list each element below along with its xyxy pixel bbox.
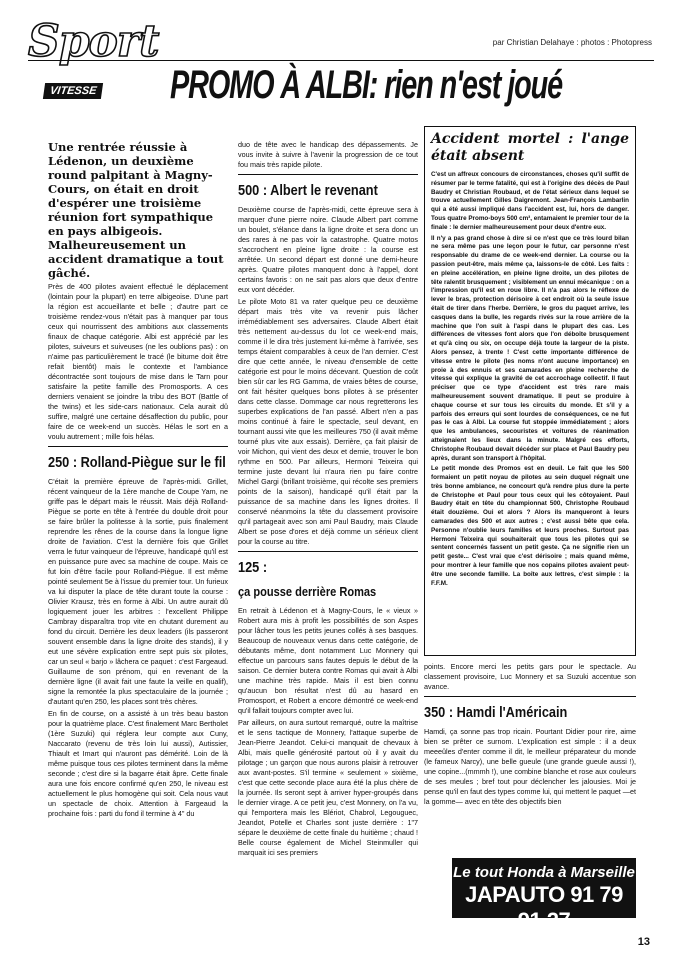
- sidebar-text: [431, 171, 629, 588]
- section-divider: [424, 696, 636, 697]
- ad-line-2: JAPAUTO 91 79 91 27: [465, 882, 623, 933]
- advertisement: [452, 858, 636, 933]
- page-title: PROMO À ALBI: rien n'est joué: [170, 63, 563, 107]
- paragraph: C'est un affreux concours de circonstances, choses qu'il suffit de résumer par le terme fatalité, qui est à l'origine des décès de Paul Baudry et Christian Roubaud, et de l'état sérieux dans lequel se trouve actuellement Gilles Daigremont. Jean-François Lambarlin qui a été aussi impliqué dans l'accident est, lui, hors de danger. Tous quatre Promo-boys 500 cm³, entamaient le premier tour de la finale : le dernier malheureusement pour deux d'entre eux.: [431, 171, 629, 231]
- section-divider: [238, 551, 418, 552]
- section-heading-350: 350 : Hamdi l'Américain: [424, 704, 568, 721]
- column-2: [238, 140, 418, 860]
- paragraph: Hamdi, ça sonne pas trop ricain. Pourtant Didier pour rire, aime bien se prêter ce surnom. L'explication est simple : il a deux meeeûles d'enter comme il dit, le meilleur préparateur du monde (le fameux Narcy), une belle gueule (une grande gueule aussi !), une copine...(mmmh !), une combine blanche et rose aux couleurs de ses meules ; bref tout pour déclencher les jalousies. Moi je pense qu'il en faut des types comme lui, qui mettent le paquet —et la gomme— avec en tête des objectifs bien: [424, 727, 636, 806]
- section-heading-500: 500 : Albert le revenant: [238, 182, 378, 199]
- paragraph: duo de tête avec le handicap des dépassements. Je vous invite à suivre à l'avenir la progression de ce tout fou mais très rapide pilote.: [238, 140, 418, 169]
- paragraph: points. Encore merci les petits gars pour le spectacle. Au classement provisoire, Luc Monnery et sa Suzuki accentue son avance.: [424, 662, 636, 691]
- paragraph: C'était la première épreuve de l'après-midi. Grillet, récent vainqueur de la 1ère manche de Coupe Yam, ne griffe pas le départ mais le réussit. Mais déjà Rolland-Piègue se porte en tête à l'entrée du double droit pour se faire brûler la politesse à la sortie, puis finalement reprendre les rênes de la course dans la longue ligne droite de l'aviation. C'est la dernière fois que Grillet verra le futur vainqueur de l'épreuve, handicapé qu'il est en puissance pure avec sa machine de coupe. Mais ce fut loin d'être facile pour Rolland-Piègue. Il est même pointé seulement 5e à l'issue du premier tour. Un furieux va lui disputer la place de tête durant toute la course : Olivier Krausz, très en forme à Albi. Un autre aurait dû logiquement jouer les arbitres : l'excellent Philippe Cambray disparaîtra trop vite en chutant durement au fond du circuit. Derrière les deux leaders (ils passeront souvent ensemble dans la ligne droite des stands), il y eut une sévère explication entre sept puis six pilotes, car un seul « barjo » lâchera ce paquet : c'est Fargeaud. Guillaume de son prénom, qui en revenant de la dernière ligne (il avait fait une faute la veille en qualif), signe la remontée la plus spectaculaire de la journée ; d'autant qu'en 250, les places sont très chères.: [48, 477, 228, 706]
- paragraph: Le petit monde des Promos est en deuil. Le fait que les 500 formaient un petit noyau de pilotes au sein duquel régnait une très bonne ambiance, ne concourt qu'à rendre plus dure la perte de Christophe et Paul pour tous ceux qui les côtoyaient. Paul Baudry était en tête du championnat 500, Christophe Roubaud était douzième. Oui et alors ? Alors ils manqueront à leurs camarades des 500 et aux autres ; c'est aussi bête que cela. Personne n'oublie leurs familles et leurs proches. Surtout pas Hermoni Teixeira qui souhaiterait que tous les pilotes qui se sentent concernés fassent un petit geste. Ça ne signifie rien un petit geste... C'est vrai que c'est dérisoire ; mais quand même, pour montrer à leur famille que nos copains pilotes avaient peut-être une seconde famille. La boîte aux lettres, c'est simple : la F.F.M.: [431, 465, 629, 587]
- intro-paragraph: Près de 400 pilotes avaient effectué le déplacement (lointain pour la plupart) en terre albigeoise. D'une part la région est accueillante et belle ; d'autre part ce troisième rendez-vous n'était pas à manquer par tous ceux qui nourrissent des ambitions aux classements finaux de chaque catégorie. Albi est apprécié par les pilotes, suiveurs et suiveuses (ne les oublions pas) : on n'aime pas particulièrement le tracé (le bitume doit être refait bientôt) mais le contexte et l'ambiance décontractée sont toujours de mise dans le Tarn pour satisfaire la petite famille des Promosports. A ces derniers venaient se joindre la tribu des BOT (Battle of the twins) et les side-cars nationaux. Cela aurait dû suffire, malgré une certaine désaffection du public, pour faire de ce week-end un succès. Hélas le sort en a voulu autrement ; mille fois hélas.: [48, 282, 228, 441]
- sidebar-box: [424, 126, 636, 656]
- ad-line-1: Le tout Honda à Marseille: [453, 864, 635, 881]
- paragraph: Il n'y a pas grand chose à dire si ce n'est que ce très lourd bilan ne sera même pas une leçon pour le futur, car personne n'est responsable du drame de ce week-end dernier. La course ou la passion peut-être, mais même ça, laissons-le de côté. Les faits : en pleine accélération, en pleine ligne droite, un des pilotes de tête ralentit brusquement ; visiblement un ennui mécanique : on a l'impression qu'il est en roue libre. Il n'a pas alors le réflexe de lever le bras, protection dérisoire à cet endroit où la seule issue était de tirer dans l'herbe. Derrière, le gros du paquet arrive, les casques dans la bulle, les regards rivés sur la roue arrière de la machine que l'on suit à l'aspi dans le plupart des cas. Les différences de vitesses font alors que l'on déboîte brusquement et qu'à cinq ou six, on occupe déjà toute la largeur de la piste. Alors pensez, à trente ! C'est cette importante différence de vitesse entre le pilote (les noms n'ont aucune importance) en proie à des ennuis et ses camarades en pleine recherche de vitesse qui explique la gravité de cet accrochage collectif. Il faut préciser que ce type d'accident est très rare mais malheureusement souvent dramatique. Il peut se produire à chaque course et sur tous les circuits du monde. Et s'il y a parfois des erreurs qui sont lourdes de conséquences, ce ne fut pas le cas à Albi. La course fut stoppée immédiatement ; alors que les ambulances, secouristes et voitures de réanimation atteignaient les lieux dans la minute. Malgré ces efforts, Christophe Roubaud devait décéder sur place et Paul Baudry peu après, durant son transport à l'hôpital.: [431, 234, 629, 462]
- column-1: [48, 140, 228, 821]
- header-divider: [28, 60, 654, 61]
- lead-paragraph: Une rentrée réussie à Lédenon, un deuxième round palpitant à Magny-Cours, on était en droit d'espérer une troisième réunion fort sympathique en pays albigeois. Malheureusement un accident dramatique a tout gâché.: [48, 140, 224, 280]
- section-logo: Sport: [28, 16, 159, 67]
- section-divider: [238, 174, 418, 175]
- paragraph: En fin de course, on a assisté à un très beau baston pour la quatrième place. C'est finalement Marc Bertholet (1ère Suzuki) qui réglera leur compte aux Cuny, Naccarato (revenu de très loin lui aussi), Autissier, Thiault et Imart qui n'auront pas démérité. Loin de là même puisque tous ces pilotes terminent dans la même seconde ; c'est dire si la bagarre était âpre. Cette finale aura une fois encore confirmé qu'en 250, le niveau est actuellement le plus homogène qui soit. Cela nous vaut un spectacle de choix. Attention à Fargeaud la prochaine fois : parti du fond il termine à 4" du: [48, 709, 228, 818]
- paragraph: Par ailleurs, on aura surtout remarqué, outre la maîtrise et le sens tactique de Monnery, l'attaque superbe de Jean-Pierre Jeandot. Celui-ci manquait de chevaux à Albi, mais quelle générosité partout où il y avait du pilotage ; un garçon que nous aurons plaisir à retrouver aux avant-postes. S'il termine « seulement » sixième, c'est que cette seconde place aura été la plus chère de la journée. Ils seront sept à arriver hyper-groupés dans le dernier virage. A ce petit jeu, c'est Monnery, on l'a vu, qui l'emportera mais les Blériot, Chabrol, Legouguec, Jeandot, Potelle et Charles sont juste derrière : 1"7 sépare le deuxième de cette finale du huitième ; chaud ! Belle course également de Michel Steinmuller qui marquait ici ses premiers: [238, 718, 418, 857]
- column-3: [424, 126, 636, 809]
- paragraph: Le pilote Moto 81 va rater quelque peu ce deuxième départ mais très vite va revenir puis lâcher irrémédiablement ses adversaires. Claude Albert était très nettement au-dessus du lot ce week-end mais, comme il le dira très justement lui-même à l'arrivée, ses temps étaient comparables à ceux de l'an dernier. C'est dire que cette année, le niveau d'ensemble de cette catégorie est pour le moins décevant. Question de coût bien sûr car les RG Gamma, de vraies bêtes de course, ont fait hésiter quelques bons pilotes à se présenter dans cette classe. Dommage car nous regretterons les superbes explications de l'an passé. Albert n'en a pas moins continué à faire le spectacle, seul devant, en tournant aussi vite que les meilleures 750 (il avait même tourné plus vite aux essais). Derrière, ça fait plaisir de voir Michon, qui vient des deux et demie, trouver le bon rythme en 500. Par ailleurs, Hermoni Teixeira qui termine juste devant lui n'aura rien pu faire contre Michel Gargi (brillant troisième, qui récolte ses premiers points de la saison), handicapé qu'il était par la puissance de sa machine dans les lignes droites. Il conservé néanmoins la tête du classement provisoire qu'il partageait avec son ami Paul Baudry, mais Claude Albert se pose d'ores et déjà comme un sérieux client pour la course au titre.: [238, 297, 418, 546]
- section-subheading-125: ça pousse derrière Romas: [238, 584, 377, 599]
- byline: par Christian Delahaye : photos : Photopress: [492, 38, 652, 47]
- sidebar-title: Accident mortel : l'ange était absent: [431, 131, 629, 164]
- category-tag: VITESSE: [43, 83, 104, 99]
- paragraph: En retrait à Lédenon et à Magny-Cours, le « vieux » Robert aura mis à profit les possibilités de son Aspes pour lâcher tous les petits jeunes collés à ses basques. Beaucoup de nouveaux venus dans cette catégorie, de débutants même, dont notamment Luc Monnery qui effectue un parcours sans fautes depuis le début de la saison. Ce dernier butera contre Romas qui avait à Albi une machine très rapide. Mais il est bien connu qu'aucun bon résultat n'est dû au hasard en Promosport, et Robert a encore démontré ce week-end qu'il fallait toujours compter avec lui.: [238, 606, 418, 715]
- page-number: 13: [637, 936, 650, 948]
- section-heading-125: 125 :: [238, 559, 268, 576]
- section-heading-250: 250 : Rolland-Piègue sur le fil: [48, 454, 226, 471]
- paragraph: Deuxième course de l'après-midi, cette épreuve sera à marquer d'une pierre noire. Claude Albert part comme un boulet, s'élance dans la ligne droite et sera donc un des rares à ne pas voir la catastrophe. Quatre motos s'accrochent en pleine ligne droite : la course est arrêtée. Un second départ est donné une demi-heure après. Quatre pilotes manquent donc à l'appel, dont certains favoris : on ne sait pas alors que deux d'entre eux vont décéder.: [238, 205, 418, 294]
- section-divider: [48, 446, 228, 447]
